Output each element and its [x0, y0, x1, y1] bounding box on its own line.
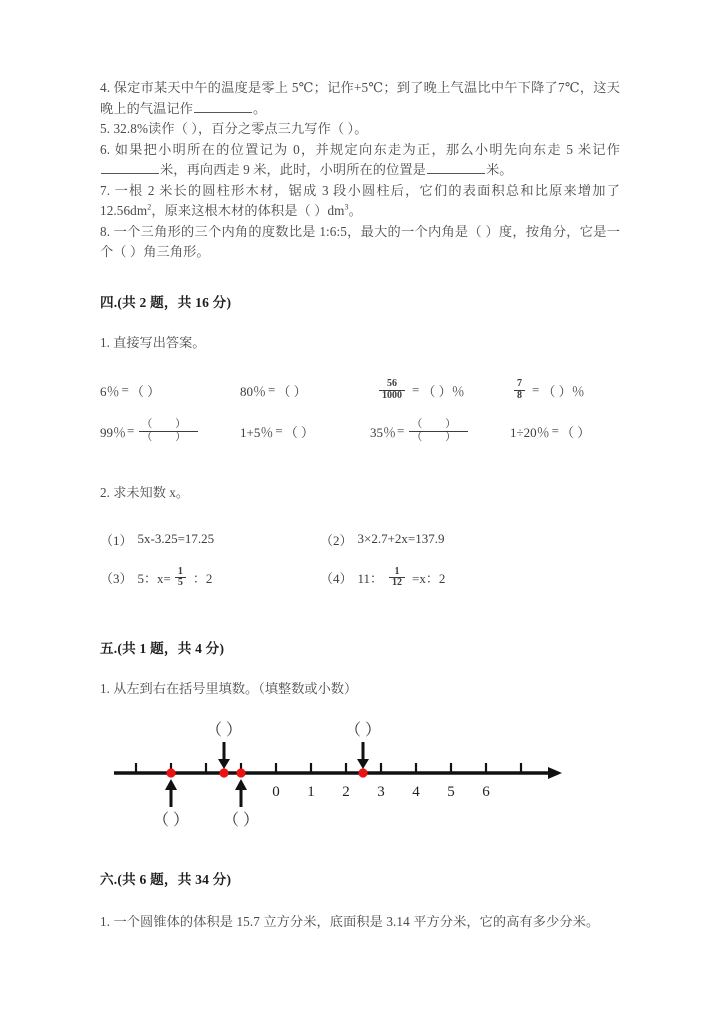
question-4	[100, 78, 620, 119]
axis-label-5: 5	[447, 784, 455, 801]
question-7-superscript-1: 2	[147, 202, 152, 212]
calc-equals: =	[127, 423, 135, 439]
fraction-numerator: 56	[387, 378, 397, 389]
axis-label-group	[272, 784, 490, 800]
axis-label-4: 4	[412, 784, 420, 801]
axis-label-1: 1	[307, 784, 315, 801]
calc-answer-blank[interactable]: （ ）	[130, 383, 161, 399]
percent-row-2	[100, 419, 620, 443]
equation-row-2	[100, 567, 620, 589]
equation-expression-pre: 11：	[357, 571, 384, 587]
answer-bracket-above-group	[206, 722, 381, 739]
marked-point-red	[219, 768, 228, 777]
section-six-heading: 六.(共 6 题，共 34 分)	[100, 872, 232, 888]
calc-answer-blank[interactable]: （ ）	[560, 424, 591, 440]
axis-label-3: 3	[377, 784, 385, 801]
section-four-q2-label: 2. 求未知数 x。	[100, 485, 190, 501]
fraction-denominator: 1000	[379, 390, 405, 402]
equation-1	[100, 530, 320, 549]
question-6-blank-2[interactable]	[427, 161, 485, 174]
calc-equals: =	[412, 382, 420, 397]
calc-equals: =	[397, 423, 405, 439]
fraction-numerator: 7	[517, 378, 522, 389]
question-7-text-part3: 。	[348, 203, 362, 218]
answer-bracket-below-group	[153, 812, 259, 829]
question-7-superscript-2: 3	[344, 202, 349, 212]
question-6-text-part3: 米。	[485, 162, 513, 177]
calc-lhs: 6％	[100, 383, 120, 399]
fraction-denominator-blank[interactable]: （ ）	[141, 430, 197, 443]
number-line-svg	[100, 717, 570, 832]
answer-bracket-above-2[interactable]: （ ）	[344, 722, 382, 740]
section-five-heading: 五.(共 1 题，共 4 分)	[100, 640, 225, 656]
calc-lhs: 80％	[240, 383, 267, 399]
question-7-text-part1: 7. 一根 2 米长的圆柱形木材，锯成 3 段小圆柱后，它们的表面积总和比原来增加了 12.56dm	[100, 182, 620, 218]
fraction-answer-blank[interactable]	[409, 419, 468, 443]
equation-expression-post: =x：2	[412, 571, 446, 587]
question-4-text: 4. 保定市某天中午的温度是零上 5℃；记作+5℃；到了晚上气温比中午下降了7℃，这天晚上的气温记作	[100, 80, 620, 116]
equation-2	[320, 530, 445, 549]
calc-lhs: 1+5％	[240, 424, 274, 440]
marked-point-red	[236, 768, 245, 777]
section-five-q1-label: 1. 从左到右在括号里填数。（填整数或小数）	[100, 680, 358, 696]
calc-item-1-plus-5-percent	[240, 422, 370, 441]
calc-lhs: 35％	[370, 424, 397, 440]
calc-answer-blank[interactable]: （ ）	[284, 424, 314, 440]
arrow-down-icon-1	[218, 742, 230, 769]
equation-label: （2）	[320, 532, 353, 548]
answer-bracket-below-1[interactable]: （ ）	[152, 812, 190, 830]
equation-expression-post: ：2	[192, 571, 213, 587]
fraction-1-5	[175, 567, 186, 589]
marked-point-red	[358, 768, 367, 777]
equation-expression: 3×2.7+2x=137.9	[357, 531, 445, 547]
fraction-denominator: 5	[175, 577, 186, 589]
question-7	[100, 181, 620, 222]
calc-answer-blank[interactable]: （ ）％	[422, 383, 465, 399]
equation-label: （3）	[100, 571, 133, 587]
fraction-56-1000	[379, 379, 405, 401]
equation-4	[320, 567, 445, 589]
answer-bracket-below-2[interactable]: （ ）	[222, 812, 260, 830]
calc-equals: =	[121, 382, 129, 397]
question-6	[100, 140, 620, 181]
fraction-7-8	[514, 379, 525, 401]
equation-expression-pre: 5：x=	[137, 571, 171, 587]
question-5-text: 5. 32.8%读作（ ），百分之零点三九写作（ ）。	[100, 121, 368, 136]
fraction-denominator: 8	[514, 390, 525, 402]
calc-answer-blank[interactable]: （ ）	[277, 383, 307, 399]
axis-label-6: 6	[482, 784, 490, 801]
calc-item-99-percent	[100, 419, 240, 443]
fraction-numerator-blank[interactable]: （ ）	[411, 418, 467, 430]
question-8-text: 8. 一个三角形的三个内角的度数比是 1:6:5，最大的一个内角是（ ）度，按角分，它是一个（ ）角三角形。	[100, 223, 620, 259]
calc-answer-blank[interactable]: （ ）％	[542, 383, 585, 399]
calc-equals: =	[275, 423, 283, 439]
section-six-question-1: 1. 一个圆锥体的体积是 15.7 立方分米，底面积是 3.14 平方分米，它的高有多少分米。	[100, 914, 600, 930]
fraction-denominator-blank[interactable]: （ ）	[411, 430, 467, 443]
equation-label: （1）	[100, 532, 133, 548]
section-four-q1-label: 1. 直接写出答案。	[100, 334, 206, 350]
equation-expression: 5x-3.25=17.25	[137, 531, 215, 547]
calc-item-7-over-8	[510, 379, 585, 401]
calc-item-80-percent	[240, 381, 375, 400]
calc-item-56-over-1000	[375, 379, 510, 401]
question-6-text-part2: 米，再向西走 9 米，此时，小明所在的位置是	[160, 162, 426, 177]
question-8	[100, 222, 620, 263]
calc-equals: =	[532, 382, 540, 397]
calc-item-1-div-20-percent	[510, 422, 590, 441]
axis-label-0: 0	[272, 784, 280, 801]
calc-item-6-percent	[100, 381, 240, 400]
axis-label-2: 2	[342, 784, 350, 801]
fraction-1-12	[389, 567, 405, 589]
calc-lhs: 99％	[100, 424, 127, 440]
fraction-numerator: 1	[394, 565, 400, 577]
equation-row-1	[100, 530, 620, 549]
fraction-numerator: 1	[177, 565, 183, 577]
question-4-blank[interactable]	[194, 100, 252, 113]
arrow-up-icon-1	[165, 779, 177, 807]
calc-equals: =	[268, 382, 276, 397]
calc-equals: =	[551, 423, 559, 439]
arrow-down-icon-2	[357, 742, 369, 769]
equation-label: （4）	[320, 571, 353, 587]
calc-lhs: 1÷20％	[510, 424, 550, 440]
arrow-up-icon-2	[235, 779, 247, 807]
fraction-numerator-blank[interactable]: （ ）	[141, 418, 197, 430]
question-4-tail: 。	[253, 100, 267, 116]
answer-bracket-above-1[interactable]: （ ）	[205, 722, 243, 740]
number-line-diagram	[100, 717, 570, 832]
percent-row-1	[100, 379, 620, 401]
axis-arrowhead-icon	[548, 767, 562, 779]
marked-point-red	[166, 768, 175, 777]
fraction-denominator: 12	[389, 577, 405, 589]
equation-3	[100, 567, 320, 589]
question-7-text-part2: ，原来这根木材的体积是（ ）dm	[151, 203, 345, 218]
question-6-text-part1: 6. 如果把小明所在的位置记为 0，并规定向东走为正，那么小明先向东走 5 米记作	[100, 141, 620, 157]
fraction-answer-blank[interactable]	[139, 419, 198, 443]
calc-item-35-percent	[370, 419, 510, 443]
section-four-heading: 四.(共 2 题，共 16 分)	[100, 294, 232, 310]
question-6-blank-1[interactable]	[101, 161, 159, 174]
question-5	[100, 119, 620, 140]
fill-in-blank-group	[100, 78, 620, 263]
worksheet-content	[100, 78, 620, 933]
